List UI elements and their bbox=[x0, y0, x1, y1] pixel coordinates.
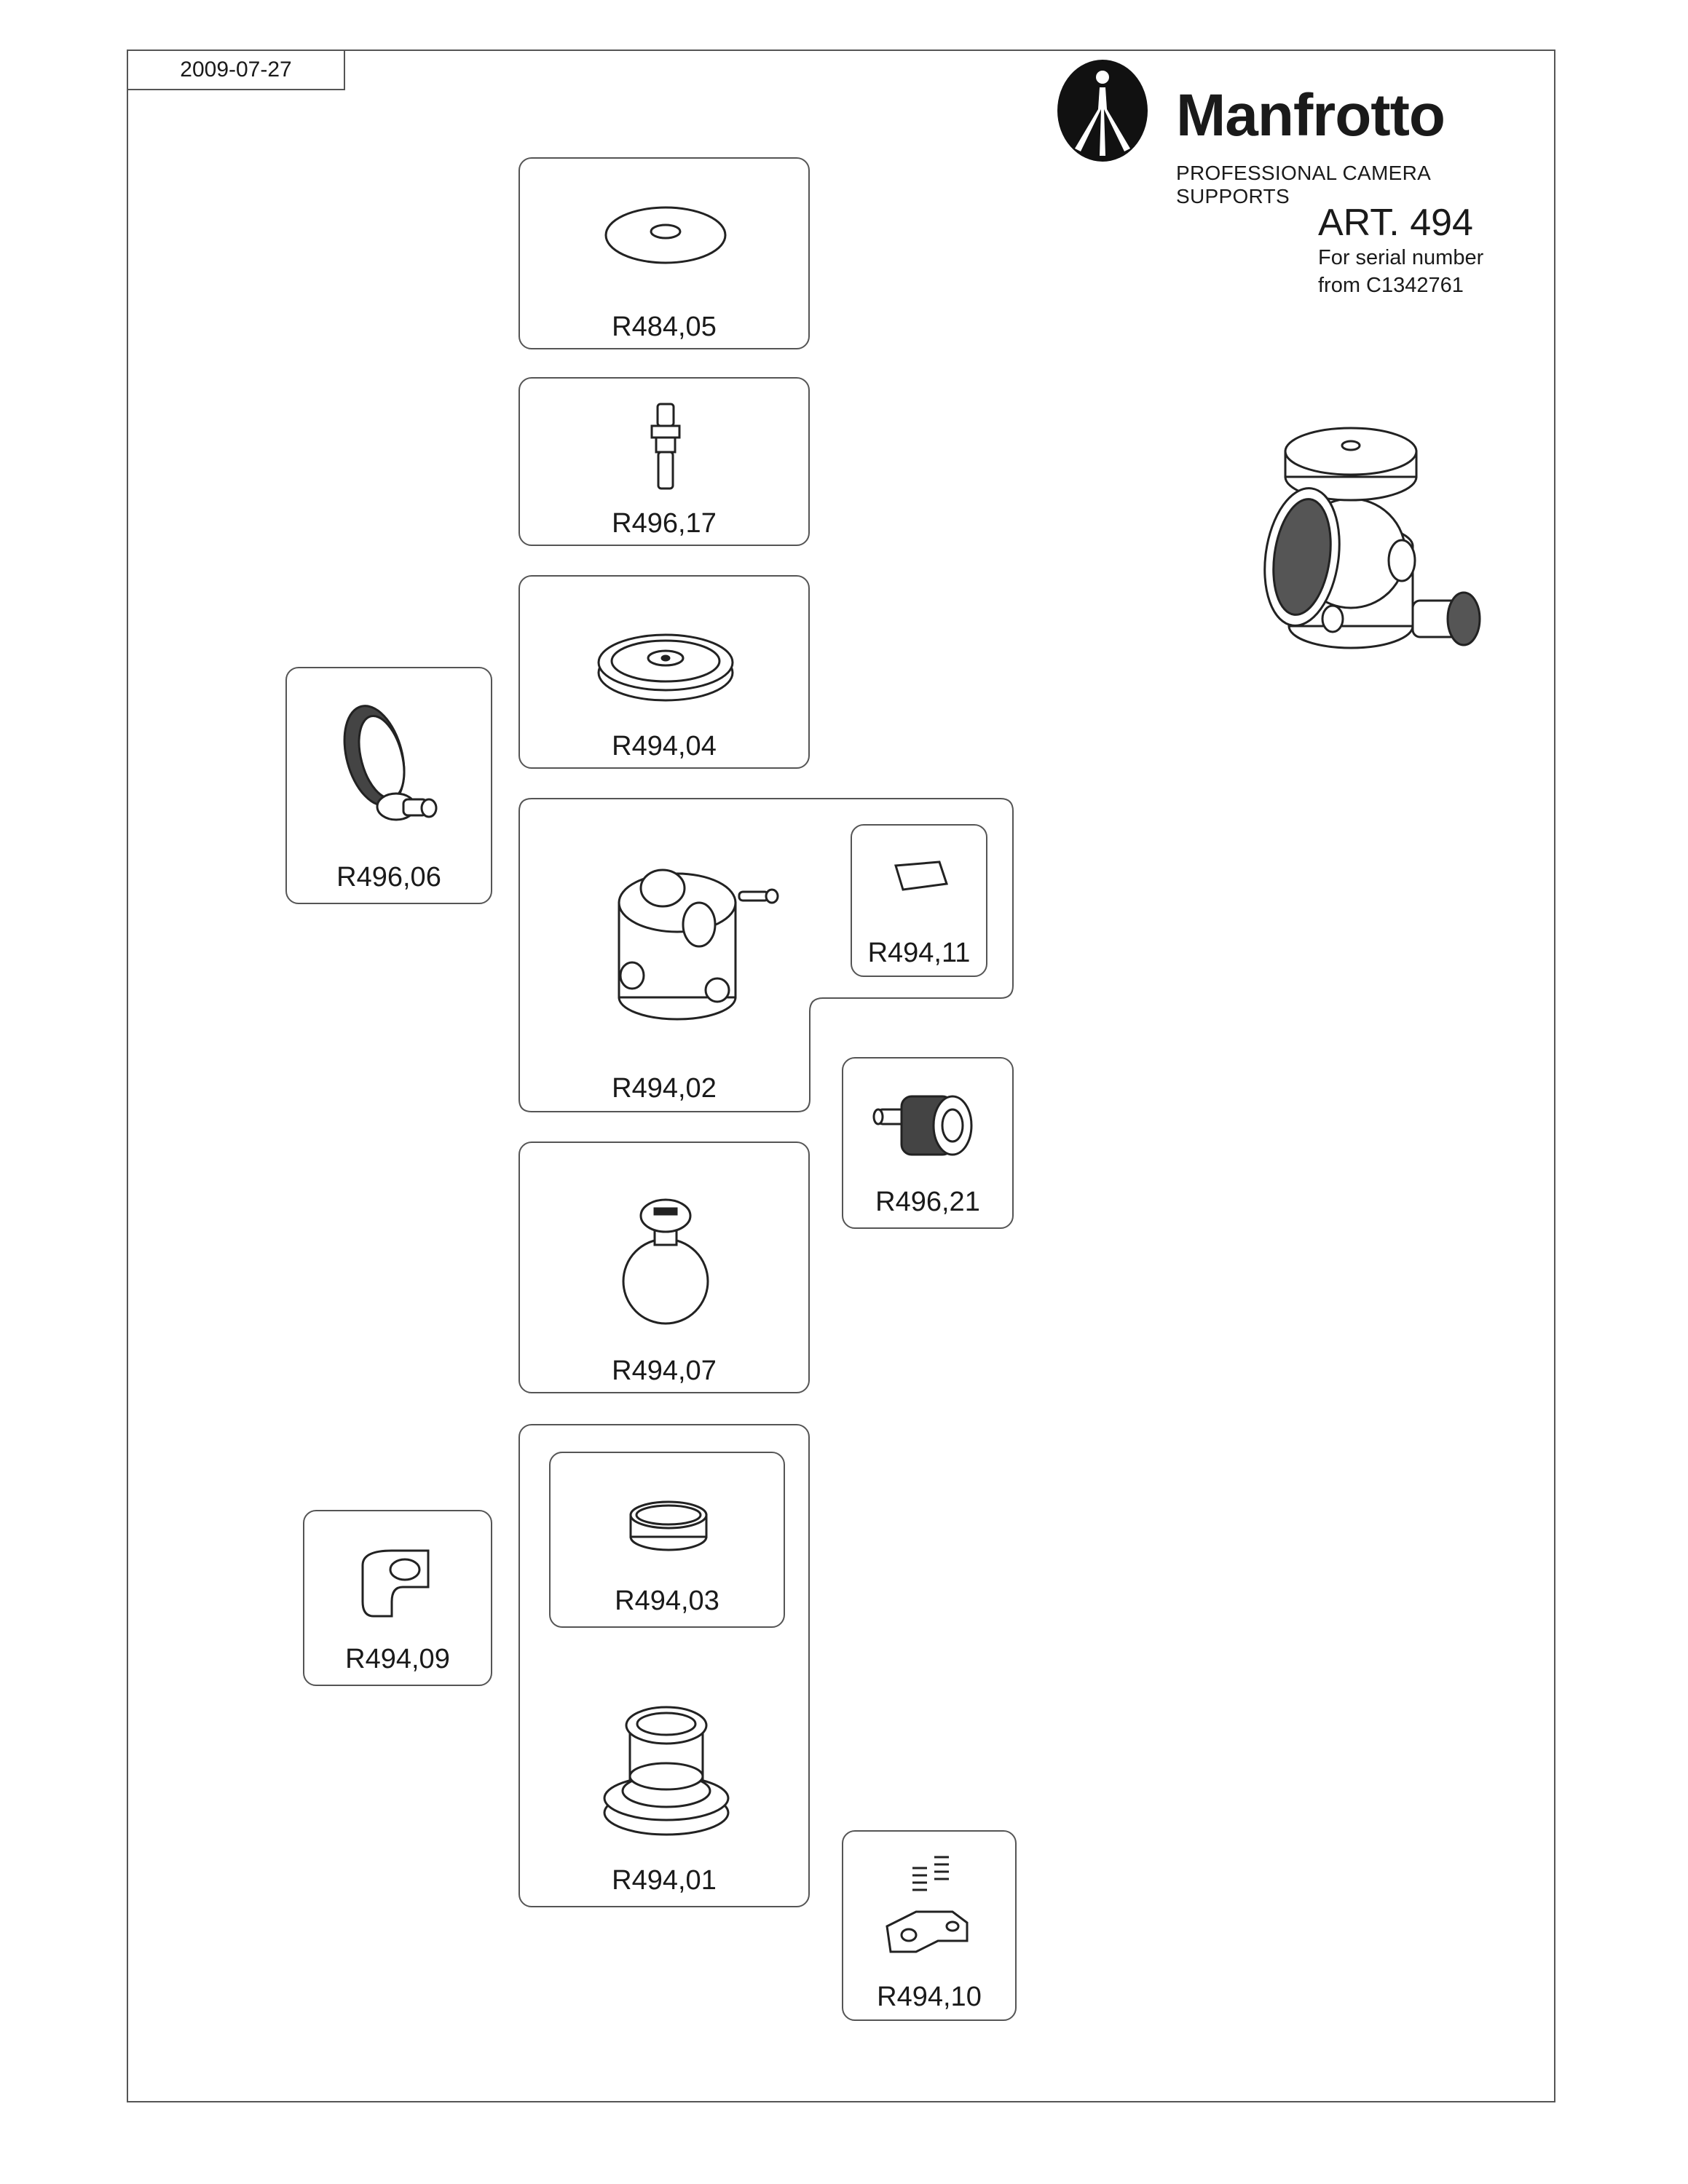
ball-housing-illustration bbox=[597, 844, 786, 1026]
brand-tagline: PROFESSIONAL CAMERA SUPPORTS bbox=[1176, 162, 1430, 207]
part-card-r494-09 bbox=[303, 1510, 492, 1686]
part-card-r484-05 bbox=[518, 157, 810, 349]
part-card-r496-06 bbox=[285, 667, 492, 904]
part-number: R494,01 bbox=[612, 1865, 717, 1896]
springs-and-lever-illustration bbox=[872, 1853, 989, 1970]
brand-name: Manfrotto bbox=[1176, 82, 1446, 149]
serial-line-1: For serial number bbox=[1318, 246, 1484, 269]
part-number: R494,04 bbox=[612, 731, 717, 761]
part-number: R494,02 bbox=[612, 1073, 717, 1104]
part-number: R494,10 bbox=[877, 1982, 982, 2012]
locking-pad-illustration bbox=[888, 855, 954, 898]
ball-illustration bbox=[615, 1187, 717, 1332]
base-illustration bbox=[597, 1689, 735, 1842]
article-title: ART. 494 bbox=[1318, 202, 1473, 244]
part-card-r494-07 bbox=[518, 1142, 810, 1393]
manfrotto-logo-icon bbox=[1056, 58, 1149, 163]
washer-illustration bbox=[600, 202, 731, 268]
part-card-r494-04 bbox=[518, 575, 810, 769]
top-plate-illustration bbox=[593, 620, 738, 708]
part-card-r496-17 bbox=[518, 377, 810, 546]
serial-line-2: from C1342761 bbox=[1318, 273, 1464, 297]
part-number: R496,17 bbox=[612, 508, 717, 539]
part-number: R494,03 bbox=[615, 1586, 719, 1616]
part-number: R496,06 bbox=[336, 862, 441, 893]
part-card-r496-21 bbox=[842, 1057, 1014, 1229]
part-card-r494-03 bbox=[549, 1452, 785, 1628]
date-text: 2009-07-27 bbox=[180, 58, 292, 82]
date-stamp bbox=[127, 50, 345, 90]
panning-knob-illustration bbox=[331, 697, 447, 843]
locking-knob-illustration bbox=[872, 1088, 989, 1168]
ring-illustration bbox=[625, 1497, 712, 1555]
title-block bbox=[1049, 58, 1544, 306]
assembled-ball-head-illustration bbox=[1223, 408, 1500, 699]
part-number: R494,07 bbox=[612, 1356, 717, 1386]
part-card-r494-11 bbox=[851, 824, 987, 977]
part-number: R494,09 bbox=[345, 1644, 450, 1674]
serial-note bbox=[1318, 245, 1483, 299]
part-card-r494-10 bbox=[842, 1830, 1017, 2021]
part-number: R494,11 bbox=[867, 938, 971, 968]
clamp-ring-illustration bbox=[348, 1543, 450, 1623]
part-number: R496,21 bbox=[875, 1187, 980, 1217]
part-number: R484,05 bbox=[612, 312, 717, 342]
screw-illustration bbox=[647, 400, 684, 495]
